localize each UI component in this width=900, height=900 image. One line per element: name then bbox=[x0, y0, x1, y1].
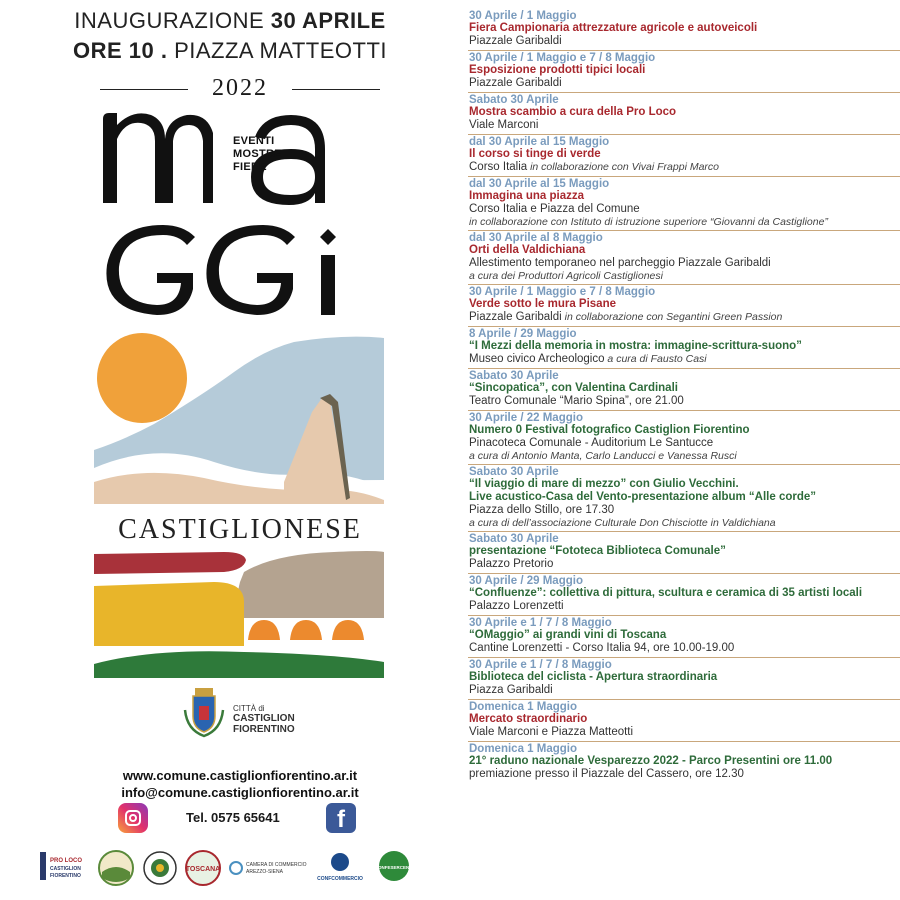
event-date: Sabato 30 Aprile bbox=[469, 533, 559, 545]
event-item bbox=[468, 51, 900, 93]
event-place-note: in collaborazione con Vivai Frappi Marco bbox=[527, 161, 719, 173]
event-note: a cura di dell’associazione Culturale Don Chisciotte in Valdichiana bbox=[469, 517, 776, 529]
event-item bbox=[468, 742, 900, 783]
event-item bbox=[468, 9, 900, 51]
event-place bbox=[469, 768, 900, 781]
event-title-continued: Live acustico-Casa del Vento-presentazione album “Alle corde” bbox=[469, 491, 817, 503]
event-date: Domenica 1 Maggio bbox=[469, 701, 577, 713]
event-place-text: Palazzo Lorenzetti bbox=[469, 600, 564, 612]
event-item bbox=[468, 616, 900, 658]
proloco-text-2: CASTIGLION bbox=[50, 866, 81, 872]
event-title: “Sincopatica”, con Valentina Cardinali bbox=[469, 382, 678, 394]
instagram-icon[interactable] bbox=[118, 803, 148, 833]
event-place bbox=[469, 311, 900, 324]
event-place-text: Museo civico Archeologico bbox=[469, 353, 605, 365]
event-place bbox=[469, 684, 900, 697]
event-date: Domenica 1 Maggio bbox=[469, 743, 577, 755]
event-title: Immagina una piazza bbox=[469, 190, 585, 202]
event-place bbox=[469, 395, 900, 408]
event-place-text: Viale Marconi e Piazza Matteotti bbox=[469, 726, 634, 738]
event-title: Esposizione prodotti tipici locali bbox=[469, 64, 646, 76]
event-date: Sabato 30 Aprile bbox=[469, 370, 559, 382]
camera-commercio-logo-icon bbox=[228, 848, 308, 888]
event-date: 30 Aprile / 1 Maggio e 7 / 8 Maggio bbox=[469, 52, 656, 64]
phone-number: Tel. 0575 65641 bbox=[186, 810, 280, 825]
event-date: Sabato 30 Aprile bbox=[469, 94, 559, 106]
event-title: Verde sotto le mura Pisane bbox=[469, 298, 617, 310]
event-place-text: Piazzale Garibaldi bbox=[469, 77, 562, 89]
event-item bbox=[468, 574, 900, 616]
event-date: 30 Aprile / 1 Maggio bbox=[469, 10, 577, 22]
event-place-text: Corso Italia e Piazza del Comune bbox=[469, 203, 640, 215]
event-item bbox=[468, 411, 900, 465]
event-place bbox=[469, 257, 900, 270]
logo-eventi: EVENTI bbox=[233, 135, 275, 147]
event-place-note: a cura di Fausto Casi bbox=[604, 353, 707, 365]
inauguration-label: INAUGURAZIONE bbox=[74, 8, 271, 33]
event-place bbox=[469, 642, 900, 655]
event-title: “Confluenze”: collettiva di pittura, scultura e ceramica di 35 artisti locali bbox=[469, 587, 863, 599]
event-place bbox=[469, 437, 900, 450]
event-place-text: Teatro Comunale “Mario Spina”, ore 21.00 bbox=[469, 395, 684, 407]
proloco-text-3: FIORENTINO bbox=[50, 873, 81, 879]
proloco-logo-icon bbox=[36, 848, 92, 888]
citta-di: CITTÀ di bbox=[233, 704, 265, 713]
sponsor-logos bbox=[36, 848, 416, 890]
event-item bbox=[468, 285, 900, 327]
year-row bbox=[100, 76, 380, 102]
event-item bbox=[468, 369, 900, 411]
event-place bbox=[469, 35, 900, 48]
event-place-text: Palazzo Pretorio bbox=[469, 558, 554, 570]
event-title: “I Mezzi della memoria in mostra: immagine-scrittura-suono” bbox=[469, 340, 802, 352]
event-place bbox=[469, 353, 900, 366]
event-place bbox=[469, 558, 900, 571]
confcommercio-logo-icon bbox=[312, 848, 368, 888]
event-title: Numero 0 Festival fotografico Castiglion Fiorentino bbox=[469, 424, 750, 436]
event-date: 30 Aprile e 1 / 7 / 8 Maggio bbox=[469, 617, 612, 629]
event-place bbox=[469, 119, 900, 132]
event-title: Mercato straordinario bbox=[469, 713, 588, 725]
event-place bbox=[469, 726, 900, 739]
email-link[interactable]: info@comune.castiglionfiorentino.ar.it bbox=[121, 785, 359, 800]
event-title: “Il viaggio di mare di mezzo” con Giulio Vecchini. bbox=[469, 478, 739, 490]
event-note: a cura di Antonio Manta, Carlo Landucci e Vanessa Rusci bbox=[469, 450, 737, 462]
landscape-illustration bbox=[94, 332, 384, 514]
inauguration-line bbox=[0, 8, 460, 34]
event-place bbox=[469, 504, 900, 517]
divider-right bbox=[292, 89, 380, 90]
municipality-name-2: FIORENTINO bbox=[233, 724, 295, 735]
event-place-text: Piazzale Garibaldi bbox=[469, 311, 562, 323]
proloco-text-1: PRO LOCO bbox=[50, 858, 83, 864]
event-place-text: Piazza dello Stillo, ore 17.30 bbox=[469, 504, 615, 516]
toscana-logo-icon bbox=[182, 848, 224, 888]
year: 2022 bbox=[212, 75, 268, 101]
municipality-name-1: CASTIGLION bbox=[233, 713, 295, 724]
event-place-text: Viale Marconi bbox=[469, 119, 539, 131]
facebook-icon[interactable]: f bbox=[326, 803, 356, 833]
inauguration-time: ORE 10 . bbox=[72, 38, 168, 63]
event-date: 30 Aprile e 1 / 7 / 8 Maggio bbox=[469, 659, 612, 671]
event-place-text: Corso Italia bbox=[469, 161, 528, 173]
event-item bbox=[468, 177, 900, 231]
logo-fiere: FIERE bbox=[233, 161, 267, 173]
inauguration-date: 30 APRILE bbox=[270, 8, 386, 33]
event-date: 30 Aprile / 22 Maggio bbox=[469, 412, 583, 424]
event-date: dal 30 Aprile al 8 Maggio bbox=[469, 232, 603, 244]
event-item bbox=[468, 135, 900, 177]
event-date: 30 Aprile / 29 Maggio bbox=[469, 575, 583, 587]
event-date: dal 30 Aprile al 15 Maggio bbox=[469, 136, 610, 148]
event-item bbox=[468, 658, 900, 700]
event-date: 30 Aprile / 1 Maggio e 7 / 8 Maggio bbox=[469, 286, 656, 298]
event-item bbox=[468, 700, 900, 742]
event-note: in collaborazione con Istituto di istruzione superiore “Giovanni da Castiglione” bbox=[469, 216, 828, 228]
confesercenti-text: CONFESERCENTI bbox=[374, 865, 414, 870]
association-logo-icon bbox=[140, 848, 180, 888]
event-note: a cura dei Produttori Agricoli Castiglionesi bbox=[469, 270, 663, 282]
logo-mostre: MOSTRE bbox=[233, 148, 282, 160]
event-item bbox=[468, 465, 900, 532]
coat-of-arms-icon bbox=[183, 686, 225, 738]
event-place-note: in collaborazione con Segantini Green Passion bbox=[561, 311, 783, 323]
hills-illustration bbox=[94, 548, 384, 678]
confesercenti-logo-icon bbox=[372, 848, 416, 888]
event-place-text: Piazza Garibaldi bbox=[469, 684, 553, 696]
event-item bbox=[468, 93, 900, 135]
event-date: dal 30 Aprile al 15 Maggio bbox=[469, 178, 610, 190]
event-place bbox=[469, 203, 900, 216]
inauguration-time-place bbox=[0, 38, 460, 64]
event-item bbox=[468, 231, 900, 285]
event-title: Biblioteca del ciclista - Apertura straordinaria bbox=[469, 671, 718, 683]
event-place-text: Allestimento temporaneo nel parcheggio Piazzale Garibaldi bbox=[469, 257, 771, 269]
event-title: 21° raduno nazionale Vesparezzo 2022 - Parco Presentini ore 11.00 bbox=[469, 755, 833, 767]
camera-text-2: AREZZO-SIENA bbox=[246, 869, 283, 875]
event-title: Mostra scambio a cura della Pro Loco bbox=[469, 106, 677, 118]
castiglionese-title: CASTIGLIONESE bbox=[118, 514, 362, 545]
events-list bbox=[468, 9, 900, 783]
event-item bbox=[468, 327, 900, 369]
toscana-text: TOSCANA bbox=[185, 866, 221, 873]
event-place bbox=[469, 161, 900, 174]
municipality-label bbox=[233, 704, 295, 735]
event-title: Il corso si tinge di verde bbox=[469, 148, 601, 160]
inauguration-place: PIAZZA MATTEOTTI bbox=[167, 38, 388, 63]
event-title: “OMaggio” ai grandi vini di Toscana bbox=[469, 629, 667, 641]
event-place bbox=[469, 600, 900, 613]
event-place bbox=[469, 77, 900, 90]
camera-text-1: CAMERA DI COMMERCIO bbox=[246, 862, 307, 868]
confcommercio-text: CONFCOMMERCIO bbox=[317, 876, 363, 882]
event-title: presentazione “Fototeca Biblioteca Comunale” bbox=[469, 545, 726, 557]
event-title: Fiera Campionaria attrezzature agricole e autoveicoli bbox=[469, 22, 758, 34]
event-place-text: premiazione presso il Piazzale del Cassero, ore 12.30 bbox=[469, 768, 744, 780]
website-link[interactable]: www.comune.castiglionfiorentino.ar.it bbox=[122, 768, 358, 783]
eventi-mostre-fiere bbox=[233, 135, 282, 174]
event-place-text: Cantine Lorenzetti - Corso Italia 94, ore 10.00-19.00 bbox=[469, 642, 735, 654]
event-title: Orti della Valdichiana bbox=[469, 244, 586, 256]
valdichiana-logo-icon bbox=[96, 848, 136, 888]
event-date: Sabato 30 Aprile bbox=[469, 466, 559, 478]
event-place-text: Piazzale Garibaldi bbox=[469, 35, 562, 47]
event-place-text: Pinacoteca Comunale - Auditorium Le Santucce bbox=[469, 437, 714, 449]
event-item bbox=[468, 532, 900, 574]
event-date: 8 Aprile / 29 Maggio bbox=[469, 328, 577, 340]
